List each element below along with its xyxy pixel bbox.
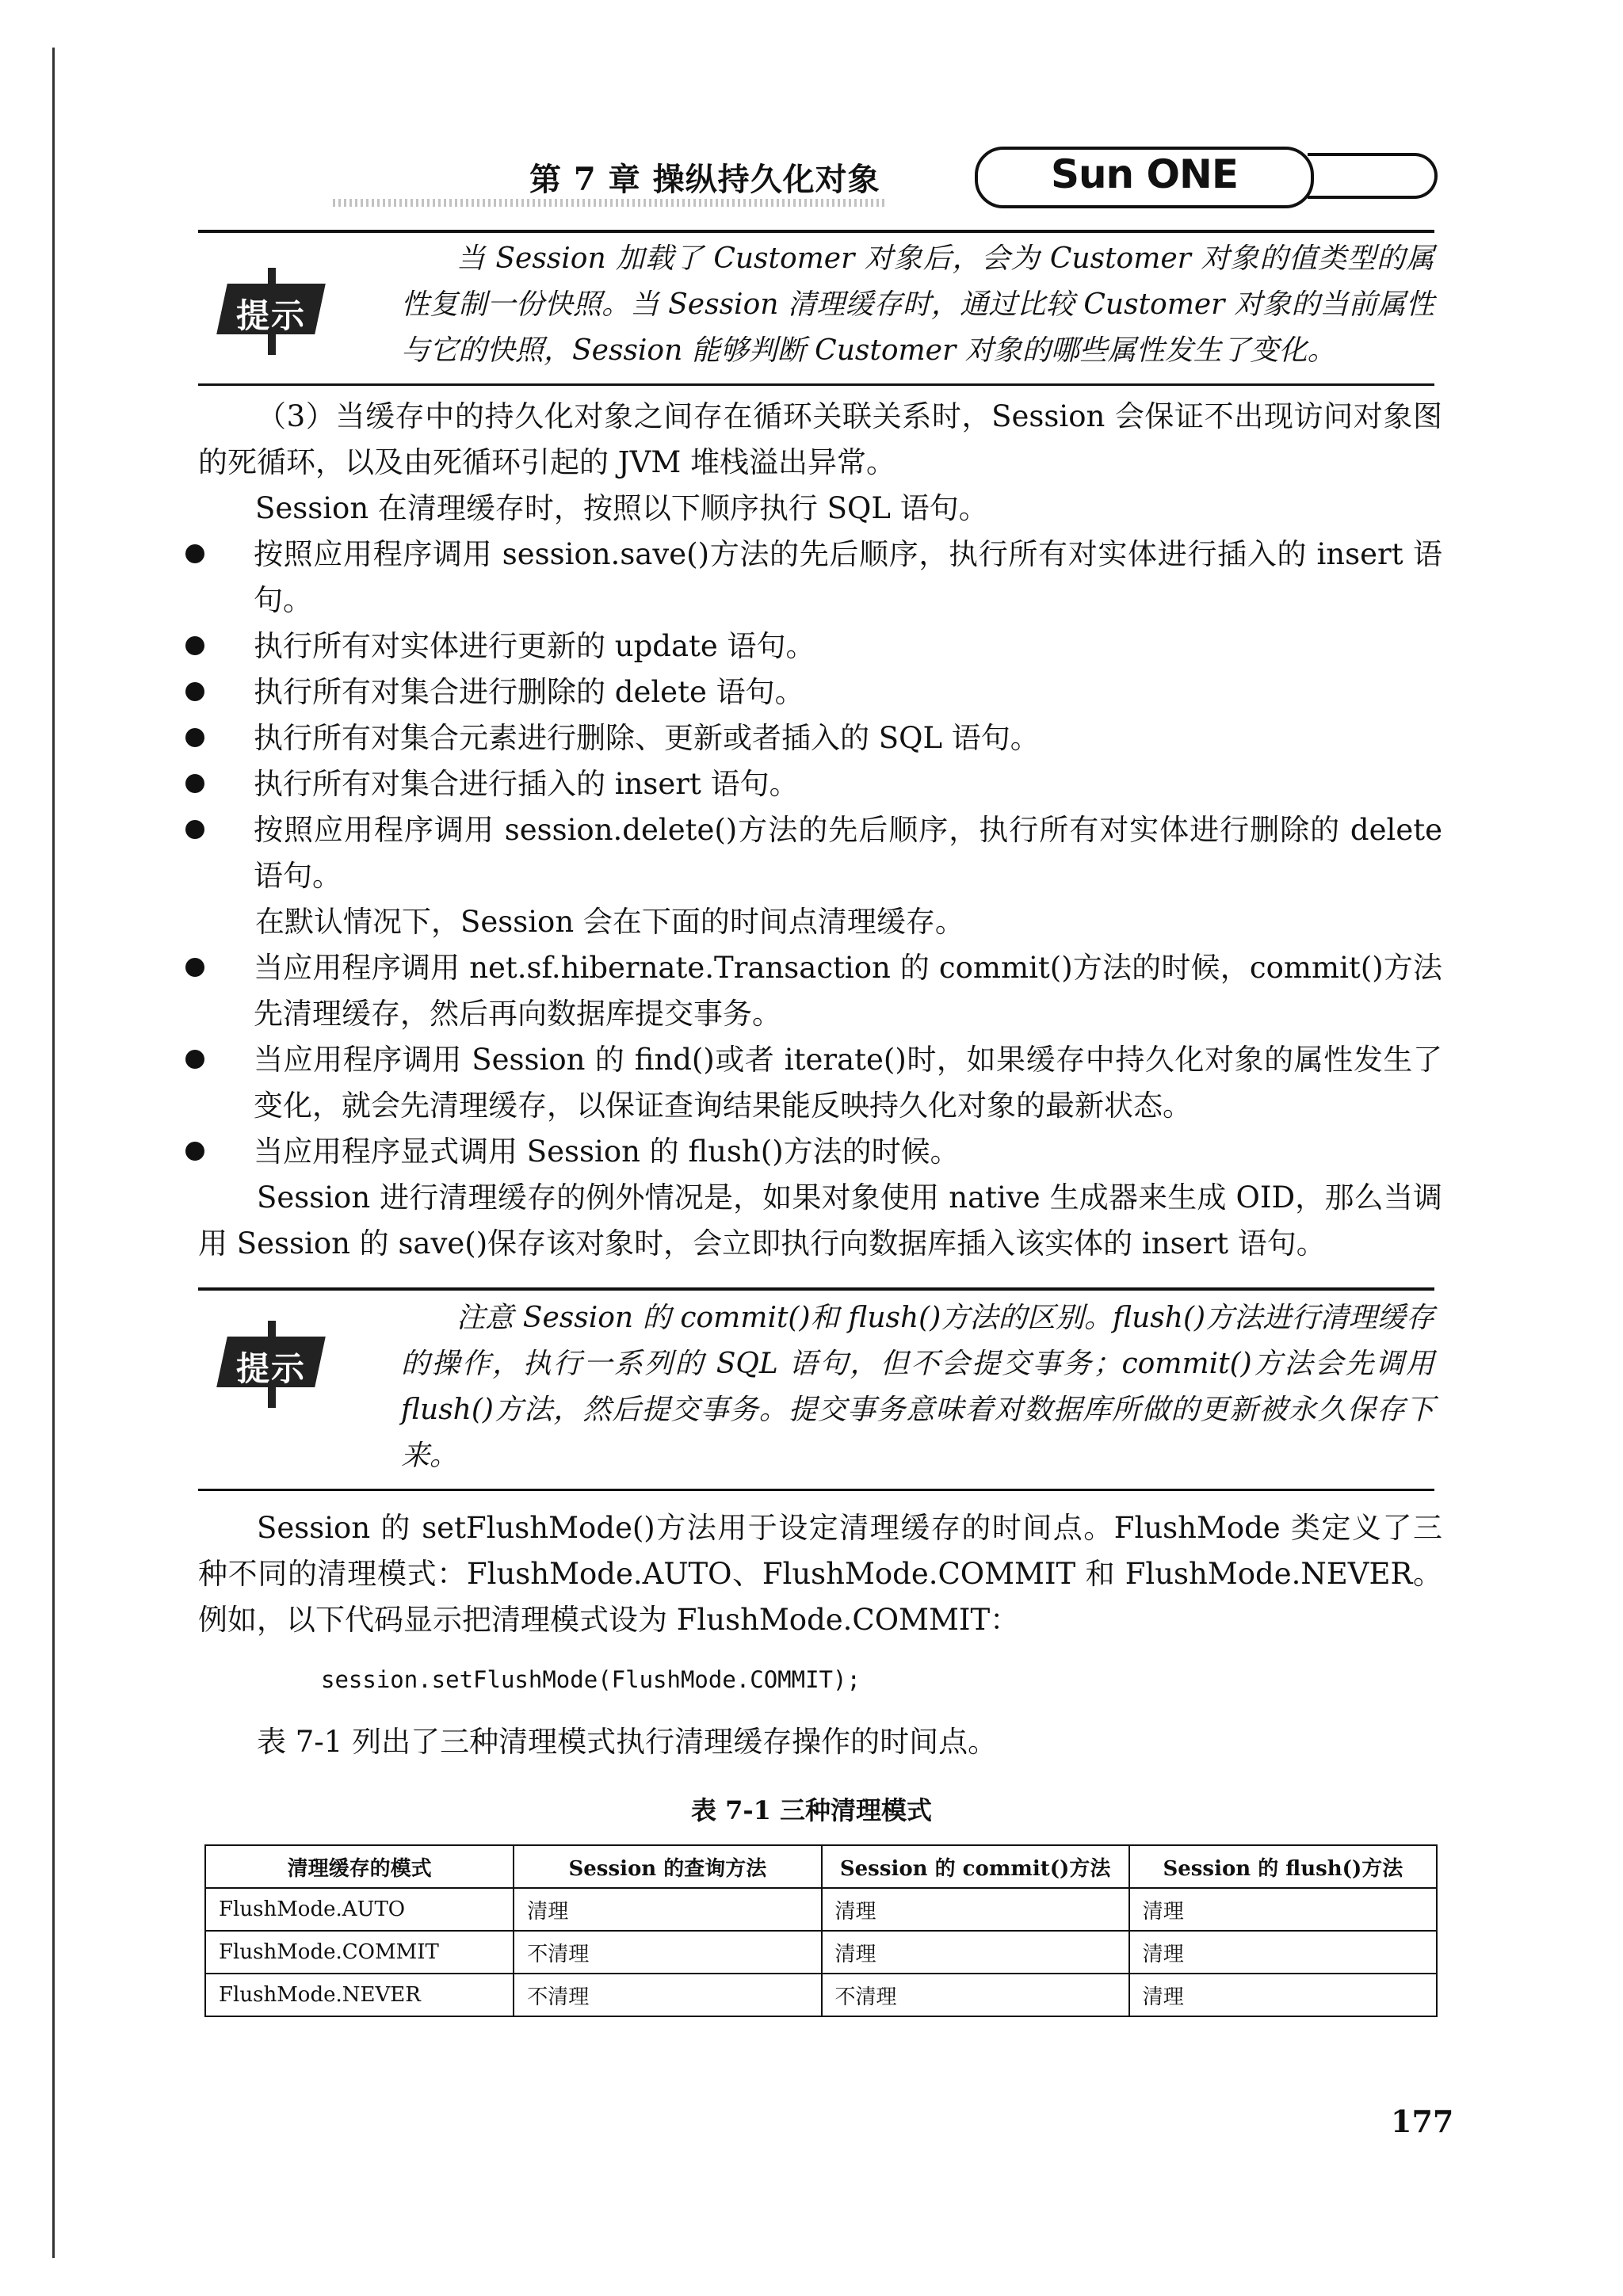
tip-line: 当 Session 加载了 Customer 对象后，会为 Customer 对象的值类型的属性复制一份快照。当 Session 清理缓存时，通过比较 Customer 对象的当前属性与它的快照，Session 能够判断 Customer 对象的哪些属性发生了变化。 xyxy=(401,242,1434,367)
list-item: 执行所有对实体进行更新的 update 语句。 xyxy=(254,624,1442,669)
paragraph-flushmode: Session 的 setFlushMode()方法用于设定清理缓存的时间点。FlushMode 类定义了三种不同的清理模式：FlushMode.AUTO、FlushMode.COMMIT 和 FlushMode.NEVER。例如，以下代码显示把清理模式设为 FlushMode.COMMIT： xyxy=(198,1511,1442,1637)
page-header xyxy=(333,147,1442,226)
tip-text-1 xyxy=(401,236,1434,374)
table-cell: FlushMode.AUTO xyxy=(205,1888,514,1931)
logo-frame xyxy=(975,147,1314,208)
list-item: 执行所有对集合进行插入的 insert 语句。 xyxy=(254,761,1442,807)
list-item: 当应用程序显式调用 Session 的 flush()方法的时候。 xyxy=(254,1129,1442,1175)
paragraph-table-intro: 表 7-1 列出了三种清理模式执行清理缓存操作的时间点。 xyxy=(257,1725,998,1759)
tip-badge-icon xyxy=(211,284,330,334)
list-item: 当应用程序调用 Session 的 find()或者 iterate()时，如果缓存中持久化对象的属性发生了变化，就会先清理缓存，以保证查询结果能反映持久化对象的最新状态。 xyxy=(254,1037,1442,1129)
table-cell: 清理 xyxy=(822,1931,1129,1974)
list-item: 当应用程序调用 net.sf.hibernate.Transaction 的 commit()方法的时候，commit()方法先清理缓存，然后再向数据库提交事务。 xyxy=(254,945,1442,1037)
tip-text-2 xyxy=(401,1295,1434,1479)
table-header-row xyxy=(205,1845,1437,1888)
tip-line: 注意 Session 的 commit()和 flush()方法的区别。flush()方法进行清理缓存的操作，执行一系列的 SQL 语句，但不会提交事务；commit()方法会先调用 flush()方法，然后提交事务。提交事务意味着对数据库所做的更新被永久保存下来。 xyxy=(401,1302,1434,1472)
tip-badge-label: 提示 xyxy=(235,296,306,335)
table-cell: 不清理 xyxy=(822,1974,1129,2016)
table-row xyxy=(205,1974,1437,2016)
table-row xyxy=(205,1888,1437,1931)
table-caption: 表 7-1 三种清理模式 xyxy=(690,1795,933,1825)
table-cell: 不清理 xyxy=(514,1931,821,1974)
code-snippet: session.setFlushMode(FlushMode.COMMIT); xyxy=(321,1666,861,1693)
table-cell: FlushMode.NEVER xyxy=(205,1974,514,2016)
flush-time-list xyxy=(254,945,1442,1175)
tip-box-1 xyxy=(198,230,1434,386)
table-cell: 不清理 xyxy=(514,1974,821,2016)
list-item: 执行所有对集合进行删除的 delete 语句。 xyxy=(254,669,1442,715)
flush-mode-table xyxy=(204,1844,1438,2017)
column-header: Session 的查询方法 xyxy=(514,1845,821,1888)
table-cell: 清理 xyxy=(1129,1931,1437,1974)
column-header: Session 的 flush()方法 xyxy=(1129,1845,1437,1888)
sun-one-logo: Sun ONE xyxy=(1050,151,1239,197)
tip-badge-label: 提示 xyxy=(235,1349,306,1388)
table-cell: 清理 xyxy=(822,1888,1129,1931)
table-row xyxy=(205,1931,1437,1974)
header-rule xyxy=(333,199,888,207)
tip-box-2 xyxy=(198,1287,1434,1491)
paragraph-cycle: （3）当缓存中的持久化对象之间存在循环关联关系时，Session 会保证不出现访问对象图的死循环，以及由死循环引起的 JVM 堆栈溢出异常。 xyxy=(198,399,1442,479)
table-cell: 清理 xyxy=(1129,1888,1437,1931)
chapter-title: 第 7 章 操纵持久化对象 xyxy=(529,161,880,198)
column-header: Session 的 commit()方法 xyxy=(822,1845,1129,1888)
paragraph-default-intro: 在默认情况下，Session 会在下面的时间点清理缓存。 xyxy=(255,905,964,939)
logo-swoosh xyxy=(1308,153,1438,199)
table-cell: 清理 xyxy=(1129,1974,1437,2016)
table-cell: FlushMode.COMMIT xyxy=(205,1931,514,1974)
paragraph-exception: Session 进行清理缓存的例外情况是，如果对象使用 native 生成器来生成 OID，那么当调用 Session 的 save()保存该对象时，会立即执行向数据库插入该实体的 insert 语句。 xyxy=(198,1180,1442,1261)
page-number: 177 xyxy=(1391,2103,1454,2139)
sql-order-list xyxy=(254,532,1442,899)
column-header: 清理缓存的模式 xyxy=(205,1845,514,1888)
paragraph-order-intro: Session 在清理缓存时，按照以下顺序执行 SQL 语句。 xyxy=(255,491,988,525)
list-item: 按照应用程序调用 session.save()方法的先后顺序，执行所有对实体进行插入的 insert 语句。 xyxy=(254,532,1442,624)
tip-badge-icon xyxy=(211,1337,330,1387)
table-cell: 清理 xyxy=(514,1888,821,1931)
binding-line xyxy=(52,48,55,2258)
list-item: 按照应用程序调用 session.delete()方法的先后顺序，执行所有对实体进行删除的 delete 语句。 xyxy=(254,807,1442,899)
list-item: 执行所有对集合元素进行删除、更新或者插入的 SQL 语句。 xyxy=(254,715,1442,761)
